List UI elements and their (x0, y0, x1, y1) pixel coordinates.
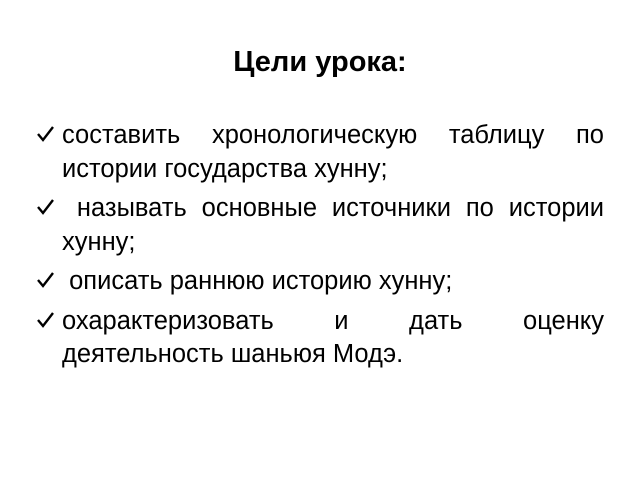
list-item (34, 119, 604, 186)
list-item-text: называть основные источники по истории хунну; (62, 194, 612, 256)
list-item (34, 192, 612, 259)
goals-list (34, 119, 612, 378)
list-item-text: описать раннюю историю хунну; (62, 267, 453, 295)
checkmark-icon (36, 271, 54, 289)
list-item-text: составить хронологическую таблицу по истории государства хунну; (62, 121, 604, 183)
checkmark-icon (36, 125, 54, 143)
list-item-text: охарактеризовать и дать оценку деятельность шаньюя Модэ. (62, 306, 604, 368)
list-item (34, 305, 604, 372)
checkmark-icon (36, 311, 54, 329)
checkmark-icon (36, 198, 54, 216)
list-item (34, 265, 604, 299)
slide-title: Цели урока: (233, 46, 407, 78)
